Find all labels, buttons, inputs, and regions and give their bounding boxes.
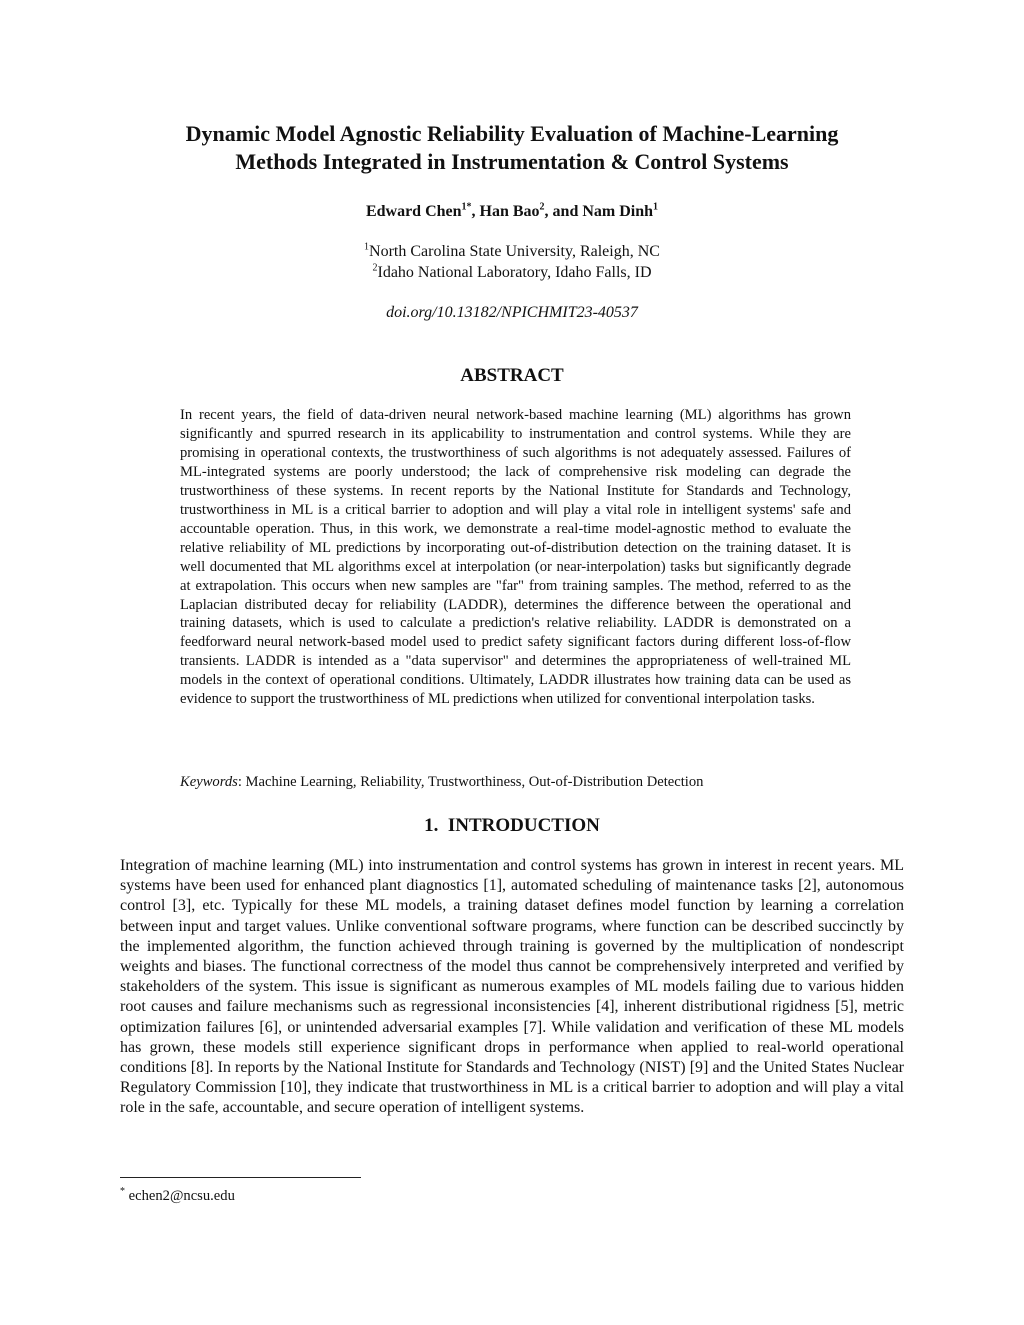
footnote-mark: *: [120, 1186, 125, 1198]
affiliation-mark: 1: [364, 241, 370, 253]
affiliations: [120, 241, 904, 283]
footnote-divider: [120, 1177, 361, 1178]
author-name: Han Bao: [479, 203, 540, 220]
author-separator: , and: [544, 203, 583, 220]
keywords-label: Keywords: [180, 774, 238, 790]
author-separator: ,: [471, 203, 480, 220]
affiliation-line: [120, 241, 904, 262]
author-list: [120, 201, 904, 223]
keywords-separator: :: [237, 774, 246, 790]
title-line-1: Dynamic Model Agnostic Reliability Evaluation of Machine-Learning: [185, 121, 839, 146]
keywords-list: Machine Learning, Reliability, Trustworthiness, Out-of-Distribution Detection: [245, 774, 704, 790]
affiliation-mark: 2: [372, 262, 378, 274]
author-affiliation-mark: 2: [539, 201, 545, 213]
keywords: [180, 772, 851, 792]
affiliation-text: North Carolina State University, Raleigh, NC: [369, 243, 660, 260]
affiliation-text: Idaho National Laboratory, Idaho Falls, ID: [377, 264, 652, 281]
author-name: Nam Dinh: [582, 203, 654, 220]
abstract-text: In recent years, the field of data-driven neural network-based machine learning (ML) algorithms has grown significantly and spurred research in its applicability to instrumentation and control systems. While they are promising in operational contexts, the trustworthiness of such algorithms is not adequately assessed. Failures of ML-integrated systems are poorly understood; the lack of comprehensive risk modeling can degrade the trustworthiness of these systems. In recent reports by the National Institute for Standards and Technology, trustworthiness in ML is a critical barrier to adoption and will play a vital role in intelligent systems' safe and accountable operation. Thus, in this work, we demonstrate a real-time model-agnostic method to evaluate the relative reliability of ML predictions by incorporating out-of-distribution detection on the training dataset. It is well documented that ML algorithms excel at interpolation (or near-interpolation) tasks but significantly degrade at extrapolation. This occurs when new samples are "far" from training samples. The method, referred to as the Laplacian distributed decay for reliability (LADDR), determines the difference between the operational and training datasets, which is used to calculate a prediction's relative reliability. LADDR is demonstrated on a feedforward neural network-based model used to predict safety significant factors during different loss-of-flow transients. LADDR is intended as a "data supervisor" and determines the appropriateness of well-trained ML models in the context of operational conditions. Ultimately, LADDR illustrates how training data can be used as evidence to support the trustworthiness of ML predictions when utilized for conventional interpolation tasks.: [180, 407, 851, 708]
title-line-2: Methods Integrated in Instrumentation & Control Systems: [235, 149, 789, 174]
doi-link[interactable]: doi.org/10.13182/NPICHMIT23-40537: [386, 304, 638, 321]
author-affiliation-mark: 1: [653, 201, 659, 213]
introduction-text: Integration of machine learning (ML) into instrumentation and control systems has grown in interest in recent years. ML systems have been used for enhanced plant diagnostics [1], automated scheduling of maintenance tasks [2], autonomous control [3], etc. Typically for these ML models, a training dataset defines model function by learning a correlation between input and target values. Unlike conventional software programs, where function can be described succinctly by the implemented algorithm, the function achieved through training is governed by the multiplication of nondescript weights and biases. The functional correctness of the model thus cannot be comprehensively interpreted and verified by stakeholders of the system. This issue is significant as numerous examples of ML models failing due to various hidden root causes and failure mechanisms such as regressional inconsistencies [4], inherent distributional rigidness [5], metric optimization failures [6], or unintended adversarial examples [7]. While validation and verification of these ML models has grown, these models still experience significant drops in performance when applied to real-world operational conditions [8]. In reports by the National Institute for Standards and Technology (NIST) [9] and the United States Nuclear Regulatory Commission [10], they indicate that trustworthiness in ML is a critical barrier to adoption and will play a vital role in the safe, accountable, and secure operation of intelligent systems.: [120, 857, 904, 1117]
abstract-heading: ABSTRACT: [460, 365, 564, 386]
footnote-email[interactable]: echen2@ncsu.edu: [125, 1188, 235, 1204]
section-heading-introduction: 1. INTRODUCTION: [424, 815, 600, 836]
footnote: [120, 1186, 235, 1206]
affiliation-line: [120, 262, 904, 283]
author-name: Edward Chen: [365, 203, 462, 220]
paper-title: [120, 120, 904, 176]
author-affiliation-mark: 1*: [461, 201, 472, 213]
